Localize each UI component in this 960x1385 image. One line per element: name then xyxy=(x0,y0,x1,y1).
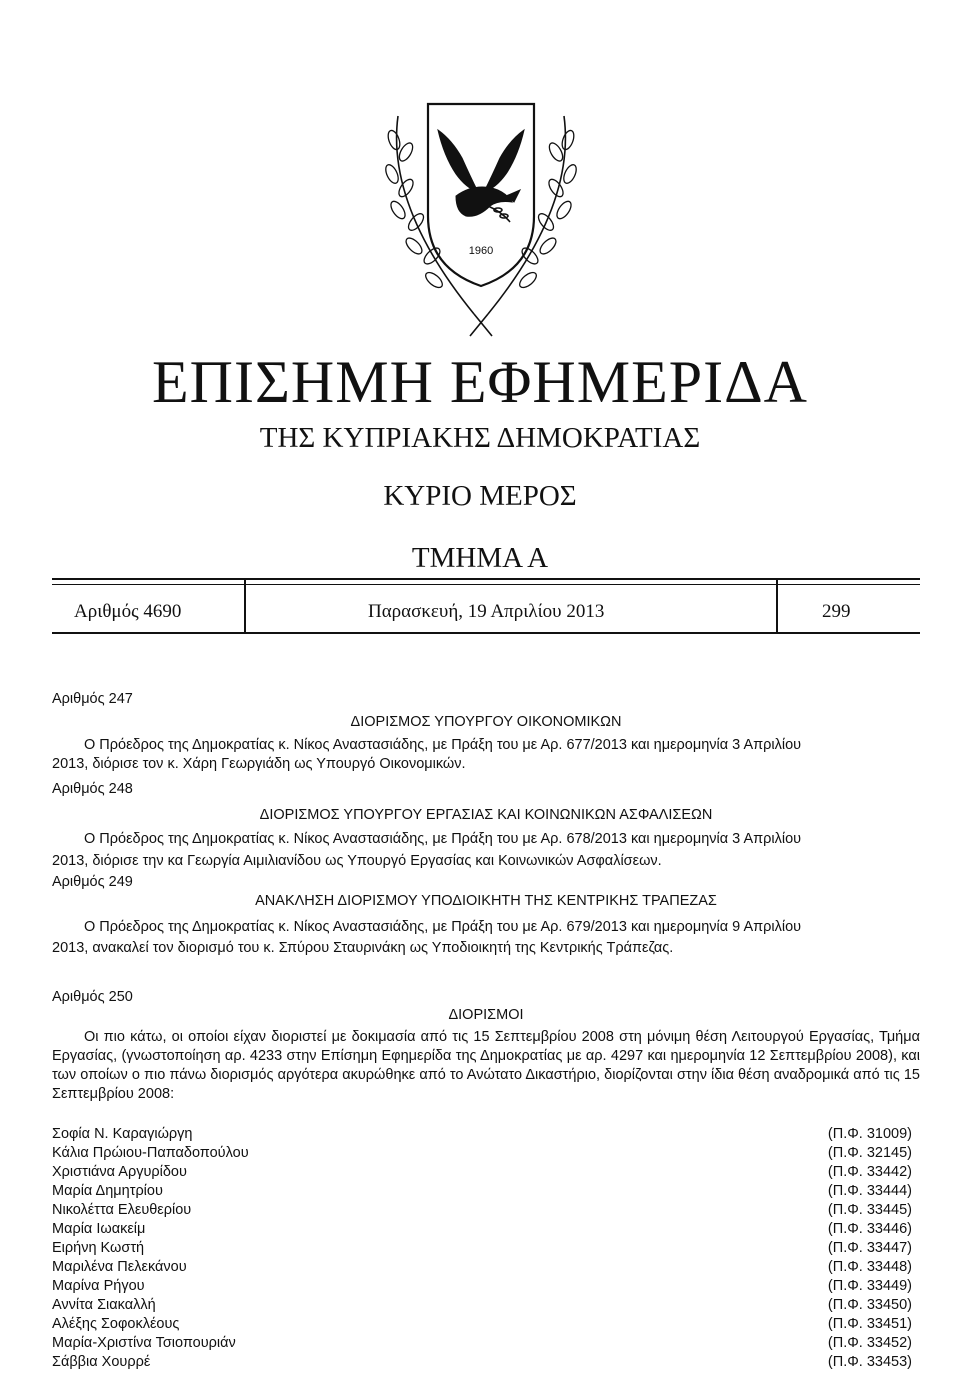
appointee-ref: (Π.Φ. 33451) xyxy=(827,1316,912,1332)
list-item xyxy=(52,1144,912,1163)
notice-247-line-2: 2013, διόρισε τον κ. Χάρη Γεωργιάδη ως Υπουργό Οικονομικών. xyxy=(52,756,466,772)
appointee-name: Νικολέττα Ελευθερίου xyxy=(52,1202,192,1218)
appointee-name: Κάλια Πρώιου-Παπαδοπούλου xyxy=(52,1145,249,1161)
info-bar-bottom-rule xyxy=(52,632,920,634)
info-bar-top-rule-2 xyxy=(52,584,920,585)
notice-250-number: Αριθμός 250 xyxy=(52,989,133,1005)
list-item xyxy=(52,1163,912,1182)
appointees-list xyxy=(52,1125,912,1372)
appointee-ref: (Π.Φ. 33446) xyxy=(827,1221,912,1237)
issue-date: Παρασκευή, 19 Απριλίου 2013 xyxy=(368,601,605,622)
issue-number: Αριθμός 4690 xyxy=(74,601,182,622)
gazette-section: ΤΜΗΜΑ Α xyxy=(411,542,549,574)
info-bar-top-rule xyxy=(52,578,920,580)
gazette-part: ΚΥΡΙΟ ΜΕΡΟΣ xyxy=(383,480,577,512)
appointee-ref: (Π.Φ. 32145) xyxy=(827,1145,912,1161)
notice-248-number: Αριθμός 248 xyxy=(52,781,133,797)
appointee-name: Αννίτα Σιακαλλή xyxy=(52,1297,156,1313)
appointee-name: Μαρία Δημητρίου xyxy=(52,1183,163,1199)
appointee-name: Σοφία Ν. Καραγιώργη xyxy=(52,1126,193,1142)
appointee-name: Μαρίνα Ρήγου xyxy=(52,1278,145,1294)
notice-247-heading: ΔΙΟΡΙΣΜΟΣ ΥΠΟΥΡΓΟΥ ΟΙΚΟΝΟΜΙΚΩΝ xyxy=(350,714,622,730)
notice-247-line-1: Ο Πρόεδρος της Δημοκρατίας κ. Νίκος Αναστασιάδης, με Πράξη του με Αρ. 677/2013 και ημερομηνία 3 Απριλίου xyxy=(84,737,802,753)
notice-249-line-1: Ο Πρόεδρος της Δημοκρατίας κ. Νίκος Αναστασιάδης, με Πράξη του με Αρ. 679/2013 και ημερομηνία 9 Απριλίου xyxy=(84,919,802,935)
info-bar-divider-left xyxy=(244,578,246,634)
appointee-ref: (Π.Φ. 33444) xyxy=(827,1183,912,1199)
info-bar-divider-right xyxy=(776,578,778,634)
notice-248-line-2: 2013, διόρισε την κα Γεωργία Αιμιλιανίδου ως Υπουργό Εργασίας και Κοινωνικών Ασφαλίσεων. xyxy=(52,853,662,869)
page-number: 299 xyxy=(822,601,851,622)
list-item xyxy=(52,1334,912,1353)
appointee-ref: (Π.Φ. 33452) xyxy=(827,1335,912,1351)
appointee-ref: (Π.Φ. 33442) xyxy=(827,1164,912,1180)
appointee-ref: (Π.Φ. 33445) xyxy=(827,1202,912,1218)
appointee-name: Μαριλένα Πελεκάνου xyxy=(52,1259,187,1275)
notice-249-line-2: 2013, ανακαλεί τον διορισμό του κ. Σπύρου Σταυρινάκη ως Υποδιοικητή της Κεντρικής Τράπεζας. xyxy=(52,940,674,956)
appointee-name: Μαρία-Χριστίνα Τσιοπουριάν xyxy=(52,1335,236,1351)
notice-249-heading: ΑΝΑΚΛΗΣΗ ΔΙΟΡΙΣΜΟΥ ΥΠΟΔΙΟΙΚΗΤΗ ΤΗΣ ΚΕΝΤΡΙΚΗΣ ΤΡΑΠΕΖΑΣ xyxy=(255,893,717,909)
list-item xyxy=(52,1182,912,1201)
appointee-ref: (Π.Φ. 33449) xyxy=(827,1278,912,1294)
list-item xyxy=(52,1315,912,1334)
appointee-name: Μαρία Ιωακείμ xyxy=(52,1221,146,1237)
appointee-name: Αλέξης Σοφοκλέους xyxy=(52,1316,180,1332)
appointee-ref: (Π.Φ. 33448) xyxy=(827,1259,912,1275)
notice-248-line-1: Ο Πρόεδρος της Δημοκρατίας κ. Νίκος Αναστασιάδης, με Πράξη του με Αρ. 678/2013 και ημερομηνία 3 Απριλίου xyxy=(84,831,802,847)
list-item xyxy=(52,1296,912,1315)
notice-248-heading: ΔΙΟΡΙΣΜΟΣ ΥΠΟΥΡΓΟΥ ΕΡΓΑΣΙΑΣ ΚΑΙ ΚΟΙΝΩΝΙΚΩΝ ΑΣΦΑΛΙΣΕΩΝ xyxy=(259,807,713,823)
emblem-year: 1960 xyxy=(468,245,494,257)
list-item xyxy=(52,1258,912,1277)
list-item xyxy=(52,1220,912,1239)
notice-249-number: Αριθμός 249 xyxy=(52,874,133,890)
notice-250-paragraph: Οι πιο κάτω, οι οποίοι είχαν διοριστεί με δοκιμασία από τις 15 Σεπτεμβρίου 2008 στη μόνιμη θέση Λειτουργού Εργασίας, Τμήμα Εργασίας, (γνωστοποίηση αρ. 4233 στην Επίσημη Εφημερίδα της Δημοκρατίας με αρ. 4297 και ημερομηνία 12 Σεπτεμβρίου 2008), και των οποίων ο πιο πάνω διορισμός αργότερα ακυρώθηκε από το Ανώτατο Δικαστήριο, διορίζονται στην ίδια θέση αναδρομικά από τις 15 Σεπτεμβρίου 2008: xyxy=(52,1029,920,1102)
appointee-name: Ειρήνη Κωστή xyxy=(52,1240,145,1256)
gazette-subtitle: ΤΗΣ ΚΥΠΡΙΑΚΗΣ ΔΗΜΟΚΡΑΤΙΑΣ xyxy=(259,422,701,454)
list-item xyxy=(52,1353,912,1372)
coat-of-arms-emblem xyxy=(370,96,592,346)
appointee-ref: (Π.Φ. 33450) xyxy=(827,1297,912,1313)
appointee-name: Σάββια Χουρρέ xyxy=(52,1354,151,1370)
gazette-title: ΕΠΙΣΗΜΗ ΕΦΗΜΕΡΙΔΑ xyxy=(152,349,808,415)
list-item xyxy=(52,1201,912,1220)
notice-247-number: Αριθμός 247 xyxy=(52,691,133,707)
appointee-ref: (Π.Φ. 33447) xyxy=(827,1240,912,1256)
notice-250-heading: ΔΙΟΡΙΣΜΟΙ xyxy=(448,1007,524,1023)
appointee-ref: (Π.Φ. 31009) xyxy=(827,1126,912,1142)
list-item xyxy=(52,1277,912,1296)
appointee-ref: (Π.Φ. 33453) xyxy=(827,1354,912,1370)
list-item xyxy=(52,1125,912,1144)
list-item xyxy=(52,1239,912,1258)
appointee-name: Χριστιάνα Αργυρίδου xyxy=(52,1164,187,1180)
